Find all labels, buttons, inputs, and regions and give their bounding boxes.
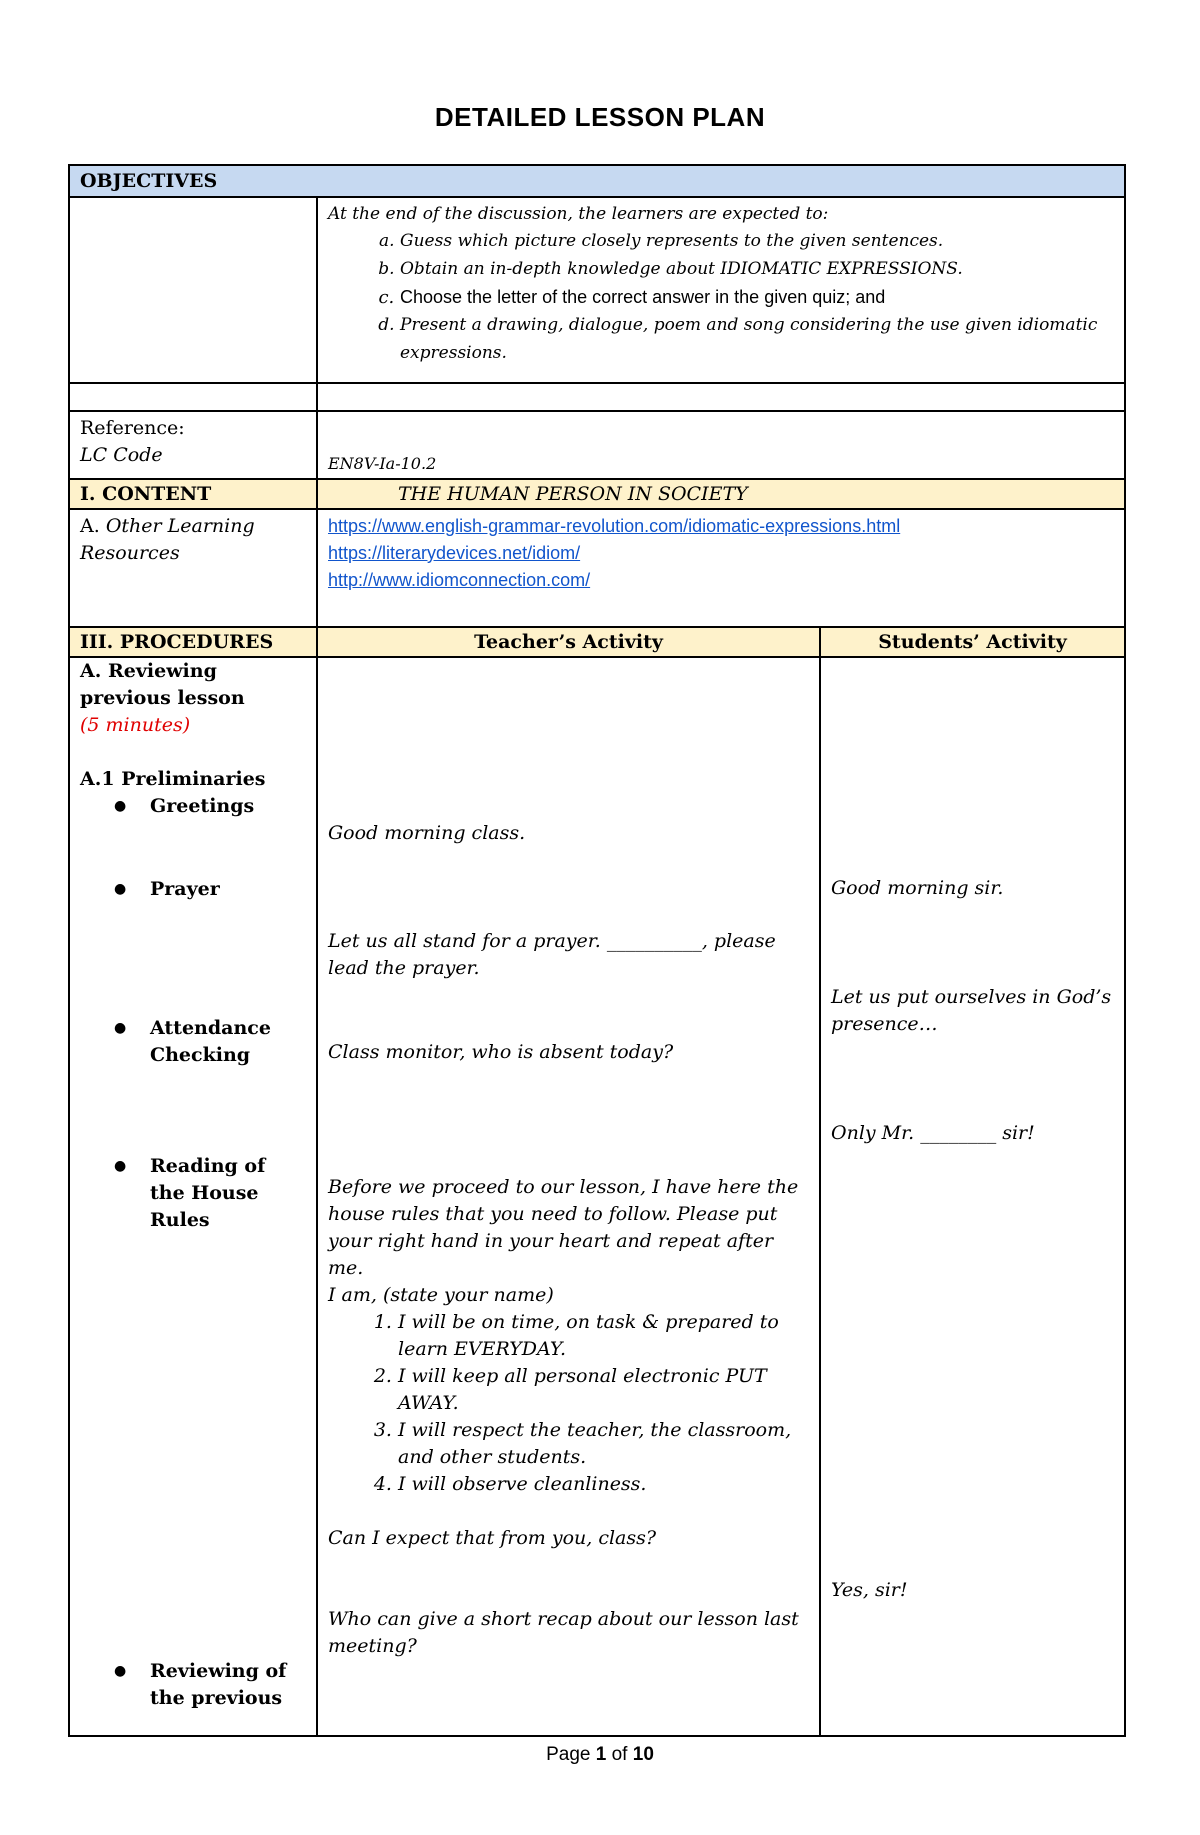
objective-item: b. Obtain an in-depth knowledge about IDIOMATIC EXPRESSIONS. [400, 255, 1114, 283]
objectives-list [328, 227, 1114, 367]
teacher-house-rules-question: Can I expect that from you, class? [328, 1527, 657, 1549]
prelim-item-house-rules: ● Reading of the House Rules [80, 1153, 306, 1234]
footer-of-word: of [611, 1744, 628, 1765]
resource-link[interactable]: http://www.idiomconnection.com/ [328, 570, 591, 590]
reference-row [69, 411, 1125, 479]
reference-value-cell [317, 411, 1125, 479]
blank-cell [317, 383, 1125, 411]
house-rule-item: 3. I will respect the teacher, the classroom, and other students. [398, 1417, 809, 1471]
footer-page-number: 1 [595, 1744, 607, 1765]
content-value: THE HUMAN PERSON IN SOCIETY [317, 479, 1125, 509]
preliminaries-title: A.1 Preliminaries [80, 768, 266, 790]
resources-row [69, 509, 1125, 627]
section-a-title: A. Reviewing previous lesson [80, 660, 245, 709]
house-rule-item: 2. I will keep all personal electronic PUT AWAY. [398, 1363, 809, 1417]
objective-item: a. Guess which picture closely represents to the given sentences. [400, 227, 1114, 255]
reference-label: Reference: [80, 417, 185, 439]
resources-letter: A. [80, 515, 100, 537]
resources-label: Other Learning Resources [80, 515, 255, 564]
footer-page-word: Page [546, 1744, 591, 1765]
objective-item: c. Choose the letter of the correct answer in the given quiz; and [400, 283, 1114, 311]
student-prayer: Let us put ourselves in God’s presence… [831, 986, 1112, 1035]
prelim-item-greetings: ● Greetings [80, 793, 306, 820]
teacher-pledge: I am, (state your name) [328, 1284, 554, 1306]
reference-label-cell [69, 411, 317, 479]
objectives-header: OBJECTIVES [69, 165, 1125, 197]
student-greeting: Good morning sir. [831, 877, 1004, 899]
house-rule-item: 1. I will be on time, on task & prepared to learn EVERYDAY. [398, 1309, 809, 1363]
objectives-intro: At the end of the discussion, the learners are expected to: [328, 204, 829, 224]
document-title: DETAILED LESSON PLAN [434, 102, 766, 132]
teacher-review: Who can give a short recap about our lesson last meeting? [328, 1608, 799, 1657]
content-label: I. CONTENT [69, 479, 317, 509]
resources-label-cell [69, 509, 317, 627]
footer-total-pages: 10 [632, 1744, 654, 1765]
content-row [69, 479, 1125, 509]
teacher-activity-cell [317, 657, 820, 1736]
students-activity-header: Students’ Activity [820, 627, 1125, 657]
prelim-item-attendance: ● Attendance Checking [80, 1015, 306, 1069]
section-a-time: (5 minutes) [80, 714, 191, 736]
student-attendance: Only Mr. ________ sir! [831, 1122, 1035, 1144]
lc-code-label: LC Code [80, 444, 163, 466]
blank-row [69, 383, 1125, 411]
resource-link[interactable]: https://www.english-grammar-revolution.com/idiomatic-expressions.html [328, 516, 901, 536]
house-rules-list [328, 1309, 809, 1498]
house-rule-item: 4. I will observe cleanliness. [398, 1471, 809, 1498]
teacher-greeting: Good morning class. [328, 822, 526, 844]
objectives-row [69, 197, 1125, 383]
objective-item: d. Present a drawing, dialogue, poem and song considering the use given idiomatic expressions. [400, 311, 1114, 367]
objectives-left-cell [69, 197, 317, 383]
objectives-cell [317, 197, 1125, 383]
page-footer [0, 1744, 1200, 1766]
preliminaries-list [80, 793, 306, 1712]
prelim-item-prayer: ● Prayer [80, 876, 306, 903]
teacher-activity-header: Teacher’s Activity [317, 627, 820, 657]
prelim-item-review: ● Reviewing of the previous [80, 1658, 306, 1712]
students-activity-cell [820, 657, 1125, 1736]
lesson-plan-table [68, 164, 1126, 1737]
procedures-left-cell [69, 657, 317, 1736]
teacher-attendance: Class monitor, who is absent today? [328, 1041, 674, 1063]
blank-cell [69, 383, 317, 411]
procedures-header-row [69, 627, 1125, 657]
lc-code-value: EN8V-Ia-10.2 [328, 454, 437, 473]
procedures-body-row [69, 657, 1125, 1736]
student-house-rules: Yes, sir! [831, 1579, 908, 1601]
teacher-prayer: Let us all stand for a prayer. __________, please lead the prayer. [328, 930, 776, 979]
objectives-header-row [69, 165, 1125, 197]
procedures-label: III. PROCEDURES [69, 627, 317, 657]
resources-links-cell [317, 509, 1125, 627]
resource-link[interactable]: https://literarydevices.net/idiom/ [328, 543, 581, 563]
teacher-house-rules-intro: Before we proceed to our lesson, I have here the house rules that you need to follow. Please put your right hand in your heart and repeat after me. [328, 1176, 799, 1279]
